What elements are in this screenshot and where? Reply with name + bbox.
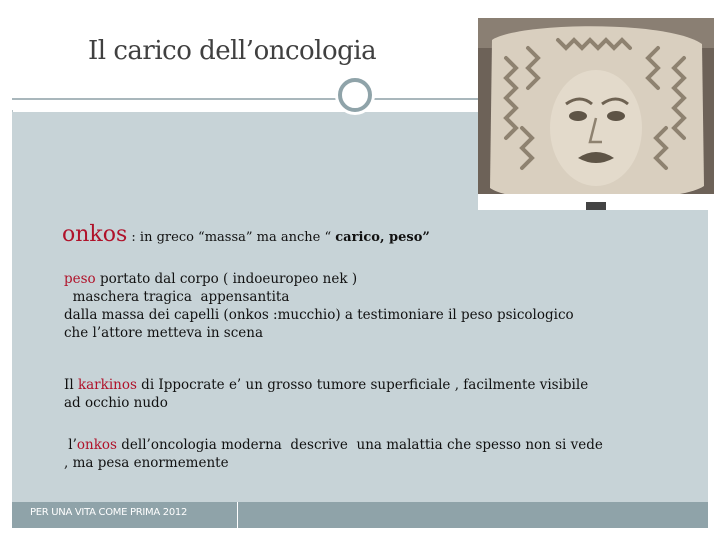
- onkos-definition: : in greco “massa” ma anche “: [127, 230, 336, 245]
- footer-text: PER UNA VITA COME PRIMA 2012: [30, 507, 188, 518]
- peso-term: peso: [64, 271, 96, 287]
- paragraph-karkinos: [64, 376, 588, 412]
- tragic-mask-photo: [478, 18, 714, 210]
- paragraph-karkinos-line2: ad occhio nudo: [64, 395, 168, 411]
- onkos-heading: [62, 222, 430, 251]
- paragraph-oncologia-line2: , ma pesa enormemente: [64, 455, 229, 471]
- slide-title: Il carico dell’oncologia: [88, 36, 377, 66]
- tragic-mask-illustration: [478, 18, 714, 210]
- karkinos-term: karkinos: [77, 377, 137, 393]
- paragraph-oncologia: [64, 436, 603, 472]
- footer-divider: [237, 502, 238, 528]
- divider-circle-ornament: [338, 78, 372, 112]
- paragraph-oncologia-line1: l’onkos dell’oncologia moderna descrive una malattia che spesso non si vede: [64, 437, 603, 453]
- paragraph-peso: [64, 270, 574, 342]
- paragraph-peso-line1: peso portato dal corpo ( indoeuropeo nek ): [64, 271, 358, 287]
- paragraph-peso-line4: che l’attore metteva in scena: [64, 325, 264, 341]
- onkos-definition-bold: carico, peso”: [335, 230, 430, 245]
- onkos-term: onkos: [62, 222, 128, 247]
- onkos-modern-term: onkos: [76, 437, 117, 453]
- paragraph-peso-line3: dalla massa dei capelli (onkos :mucchio) a testimoniare il peso psicologico: [64, 307, 574, 323]
- paragraph-karkinos-line1: Il karkinos di Ippocrate e’ un grosso tumore superficiale , facilmente visibile: [64, 377, 589, 393]
- paragraph-peso-line2: maschera tragica appensantita: [64, 289, 290, 305]
